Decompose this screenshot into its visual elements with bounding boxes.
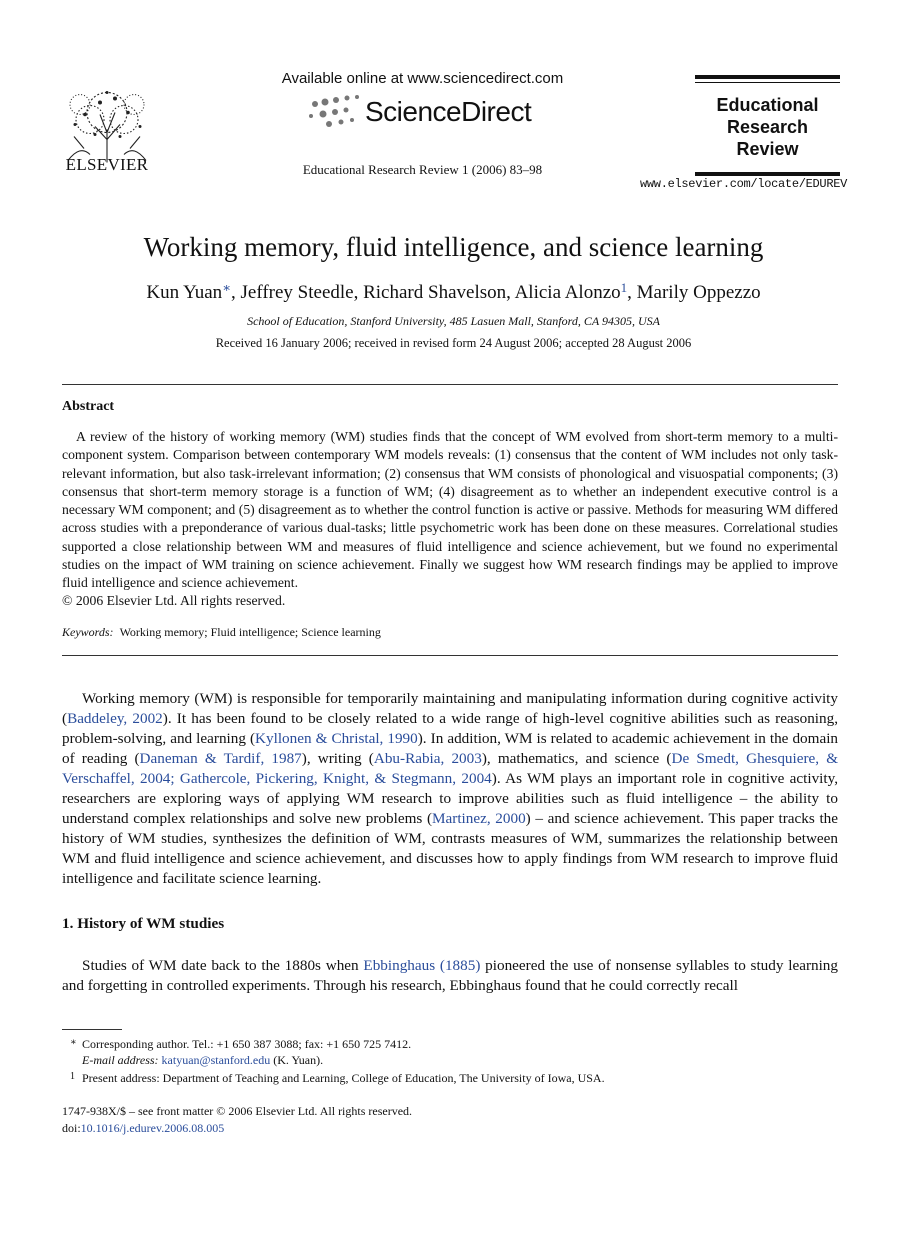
author-separator: , <box>506 282 515 303</box>
author-name: Kun Yuan <box>146 282 223 303</box>
intro-paragraph <box>62 689 838 889</box>
body-text: ). It has been found to be closely related to a wide range of high-level cognitive abilities such as reasoning, problem-solving, and learning ( <box>62 710 838 747</box>
paper-title: Working memory, fluid intelligence, and science learning <box>143 232 764 262</box>
keywords <box>62 625 381 640</box>
article-dates: Received 16 January 2006; received in revised form 24 August 2006; accepted 28 August 2006 <box>215 336 692 350</box>
divider <box>62 655 838 656</box>
citation-link[interactable]: Martinez, 2000 <box>432 810 526 827</box>
footnote-link[interactable]: 1 <box>620 280 628 295</box>
footnote-mark: 1 <box>70 1071 75 1082</box>
footnote-rule <box>62 1029 122 1030</box>
available-online-text[interactable]: Available online at www.sciencedirect.com <box>281 70 564 87</box>
sciencedirect-dots-icon <box>305 92 365 132</box>
author-name: Jeffrey Steedle <box>240 282 354 303</box>
footnote-corresponding <box>70 1035 411 1052</box>
footnote-present-address <box>70 1069 605 1086</box>
journal-name-block <box>695 94 840 160</box>
journal-box-bottom-rule <box>695 172 840 176</box>
journal-box-top-rule <box>695 75 840 79</box>
citation-link[interactable]: Abu-Rabia, 2003 <box>373 750 482 767</box>
author-name: Richard Shavelson <box>363 282 507 303</box>
sciencedirect-logo[interactable] <box>305 92 565 132</box>
body-text: ). As WM plays an important role in cognitive activity, researchers are exploring ways of applying WM research to improve abilities such as fluid intelligence – the ability to understand complex relationships and solve new problems ( <box>62 770 839 827</box>
author-name: Marily Oppezzo <box>636 282 761 303</box>
journal-name-line: Review <box>736 139 799 159</box>
keywords-list: Working memory; Fluid intelligence; Science learning <box>119 625 381 639</box>
author-name: Alicia Alonzo <box>514 282 621 303</box>
citation-link[interactable]: Baddeley, 2002 <box>67 710 163 727</box>
doi-line <box>62 1121 224 1136</box>
corresponding-author-link[interactable]: ∗ <box>222 280 232 295</box>
citation-link[interactable]: De Smedt, Ghesquiere, & Verschaffel, 2004; Gathercole, Pickering, Knight, & Stegmann, 2004 <box>62 750 839 787</box>
author-list <box>0 280 907 304</box>
issn-line: 1747-938X/$ – see front matter © 2006 Elsevier Ltd. All rights reserved. <box>62 1104 413 1118</box>
doi-label: doi: <box>62 1121 81 1135</box>
doi-link[interactable]: 10.1016/j.edurev.2006.08.005 <box>80 1121 225 1135</box>
section-heading: 1. History of WM studies <box>62 915 225 932</box>
publisher-wordmark: ELSEVIER <box>65 155 149 174</box>
section-paragraph <box>62 956 838 996</box>
abstract-heading: Abstract <box>62 399 115 414</box>
email-link[interactable]: katyuan@stanford.edu <box>161 1053 271 1067</box>
author-separator: , <box>231 282 241 303</box>
journal-box-top-thin-rule <box>695 82 840 83</box>
divider <box>62 384 838 385</box>
author-separator: , <box>627 282 637 303</box>
email-label: E-mail address: <box>82 1053 159 1067</box>
body-text: pioneered the use of nonsense syllables to study learning and forgetting in controlled experiments. Through his research, Ebbinghaus found that he could correctly recall <box>62 957 838 994</box>
sciencedirect-wordmark: ScienceDirect <box>365 96 532 127</box>
abstract-text: A review of the history of working memory (WM) studies finds that the concept of WM evolved from short-term memory to a multi-component system. Comparison between contemporary WM models reveals: (1) consensus that the content of WM includes not only task-relevant information, but also task-irrelevant information; (2) consensus that WM consists of phonological and visuospatial components; (3) consensus that short-term memory storage is a function of WM; (4) disagreement as to whether an independent executive control is a necessary WM component; and (5) disagreement as to whether the control function is active or passive. Methods for measuring WM differed across studies with a preponderance of various dual-tasks; little psychometric work has been done on these measures. Correlational studies supported a close relationship between WM and measures of fluid intelligence and science achievement, but we found no experimental studies on the impact of WM training on science achievement. Finally we suggest how WM research findings may be applied to improve fluid intelligence and science achievement. <box>62 429 838 591</box>
footnote-text: Present address: Department of Teaching and Learning, College of Education, The University of Iowa, USA. <box>82 1071 605 1085</box>
body-text: ) – and science achievement. This paper tracks the history of WM studies, synthesizes the definition of WM, contrasts measures of WM, summarizes the relationship between WM and fluid intelligence and science achievement, and discusses how to apply findings from WM research to improve fluid intelligence and facilitate science learning. <box>62 810 838 887</box>
citation-link[interactable]: Daneman & Tardif, 1987 <box>139 750 302 767</box>
copyright-line: © 2006 Elsevier Ltd. All rights reserved. <box>62 593 286 608</box>
citation-link[interactable]: Ebbinghaus (1885) <box>363 957 481 974</box>
body-text: Working memory (WM) is responsible for temporarily maintaining and manipulating information during cognitive activity ( <box>62 690 838 727</box>
author-separator: , <box>353 282 364 303</box>
journal-citation: Educational Research Review 1 (2006) 83–98 <box>302 162 543 177</box>
email-suffix: (K. Yuan). <box>270 1053 324 1067</box>
footnote-text: Corresponding author. Tel.: +1 650 387 3088; fax: +1 650 725 7412. <box>82 1037 412 1051</box>
body-text: ). In addition, WM is related to academic achievement in the domain of reading ( <box>62 730 839 767</box>
body-text: Studies of WM date back to the 1880s when <box>82 957 364 974</box>
footnote-mark: ∗ <box>70 1037 77 1048</box>
journal-name-line: Educational <box>716 95 819 115</box>
keywords-label: Keywords: <box>62 625 114 639</box>
affiliation: School of Education, Stanford University, 485 Lasuen Mall, Stanford, CA 94305, USA <box>247 314 660 328</box>
journal-name-line: Research <box>726 117 809 137</box>
journal-url-link[interactable]: www.elsevier.com/locate/EDUREV <box>640 177 848 191</box>
footnote-email <box>82 1052 323 1068</box>
body-text: ), writing ( <box>301 750 374 767</box>
citation-link[interactable]: Kyllonen & Christal, 1990 <box>255 730 418 747</box>
body-text: ), mathematics, and science ( <box>481 750 672 767</box>
